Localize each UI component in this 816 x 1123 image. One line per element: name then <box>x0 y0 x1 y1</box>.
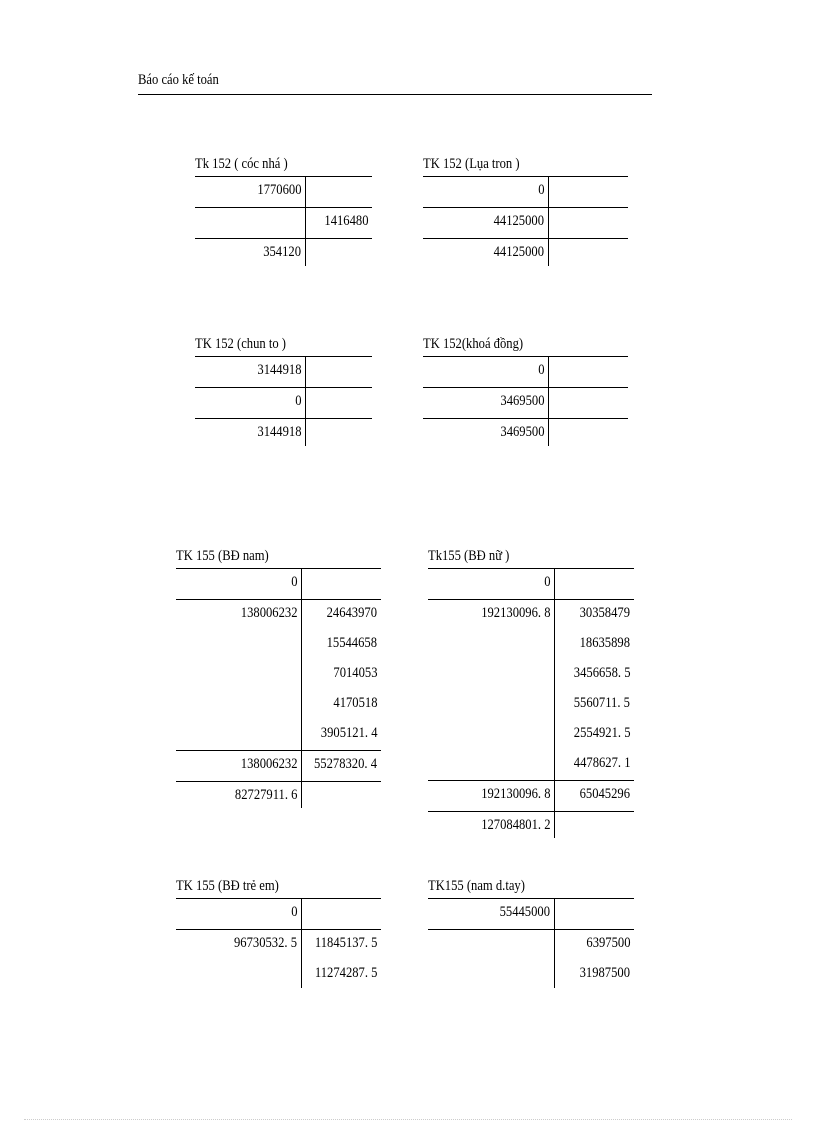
t-account-divider <box>548 356 549 446</box>
ledger-row <box>428 929 634 960</box>
account-ledger <box>423 176 628 269</box>
debit-value: 55445000 <box>499 904 550 920</box>
ledger-row <box>195 418 372 449</box>
ledger-row <box>195 387 372 418</box>
credit-value: 65045296 <box>579 786 630 802</box>
account-title: TK 152(khoá đồng) <box>423 336 524 352</box>
ledger-row <box>176 781 381 812</box>
header-rule <box>138 94 652 95</box>
ledger-row <box>428 568 634 599</box>
ledger-row <box>195 238 372 269</box>
debit-value: 138006232 <box>240 756 297 772</box>
account-title: TK 155 (BĐ nam) <box>176 548 269 564</box>
account-title: TK 152 (Lụa tron ) <box>423 156 520 172</box>
t-account-divider <box>301 568 302 808</box>
ledger-row <box>176 630 381 660</box>
ledger-row <box>428 720 634 750</box>
credit-value: 11845137. 5 <box>314 935 377 951</box>
t-account-divider <box>301 898 302 988</box>
debit-value: 1770600 <box>256 182 301 198</box>
credit-value: 3456658. 5 <box>573 665 630 681</box>
credit-value: 6397500 <box>585 935 630 951</box>
ledger-row <box>423 176 628 207</box>
ledger-row <box>428 660 634 690</box>
account-title: TK155 (nam d.tay) <box>428 878 525 894</box>
ledger-row <box>176 690 381 720</box>
report-header-title: Báo cáo kế toán <box>138 72 219 88</box>
account-ledger <box>195 176 372 269</box>
debit-value: 0 <box>537 182 544 198</box>
debit-value: 192130096. 8 <box>480 605 550 621</box>
ledger-row <box>176 929 381 960</box>
account-ledger <box>428 898 634 990</box>
ledger-row <box>176 599 381 630</box>
account-ledger <box>428 568 634 842</box>
credit-value: 30358479 <box>579 605 630 621</box>
account-ledger <box>176 898 381 990</box>
debit-value: 82727911. 6 <box>234 787 297 803</box>
credit-value: 4170518 <box>332 695 377 711</box>
account-ledger <box>195 356 372 449</box>
ledger-row <box>428 898 634 929</box>
ledger-row <box>428 690 634 720</box>
ledger-row <box>428 630 634 660</box>
account-ledger <box>176 568 381 812</box>
ledger-row <box>176 568 381 599</box>
ledger-row <box>176 660 381 690</box>
debit-value: 192130096. 8 <box>480 786 550 802</box>
debit-value: 3144918 <box>256 362 301 378</box>
ledger-row <box>428 811 634 842</box>
t-account-divider <box>305 176 306 266</box>
debit-value: 0 <box>294 393 301 409</box>
credit-value: 3905121. 4 <box>320 725 377 741</box>
debit-value: 354120 <box>263 244 301 260</box>
debit-value: 0 <box>537 362 544 378</box>
debit-value: 44125000 <box>493 213 544 229</box>
credit-value: 11274287. 5 <box>314 965 377 981</box>
debit-value: 44125000 <box>493 244 544 260</box>
ledger-row <box>423 356 628 387</box>
account-title: Tk155 (BĐ nữ ) <box>428 548 510 564</box>
t-account-divider <box>554 898 555 988</box>
credit-value: 24643970 <box>326 605 377 621</box>
ledger-row <box>423 238 628 269</box>
debit-value: 96730532. 5 <box>234 935 297 951</box>
ledger-row <box>428 960 634 990</box>
ledger-row <box>428 750 634 780</box>
account-ledger <box>423 356 628 449</box>
t-account-divider <box>305 356 306 446</box>
ledger-row <box>423 207 628 238</box>
debit-value: 138006232 <box>240 605 297 621</box>
debit-value: 0 <box>290 904 297 920</box>
ledger-row <box>195 207 372 238</box>
ledger-row <box>176 898 381 929</box>
credit-value: 5560711. 5 <box>573 695 630 711</box>
ledger-row <box>176 750 381 781</box>
credit-value: 55278320. 4 <box>314 756 377 772</box>
page-footer-border <box>24 1119 792 1120</box>
ledger-row <box>176 720 381 750</box>
ledger-row <box>176 960 381 990</box>
debit-value: 127084801. 2 <box>480 817 550 833</box>
credit-value: 7014053 <box>332 665 377 681</box>
ledger-row <box>423 418 628 449</box>
account-title: TK 155 (BĐ trẻ em) <box>176 878 279 894</box>
account-title: TK 152 (chun to ) <box>195 336 286 352</box>
debit-value: 3469500 <box>499 424 544 440</box>
account-title: Tk 152 ( cóc nhá ) <box>195 156 288 172</box>
t-account-divider <box>548 176 549 266</box>
t-account-divider <box>554 568 555 838</box>
debit-value: 0 <box>290 574 297 590</box>
credit-value: 4478627. 1 <box>573 755 630 771</box>
debit-value: 0 <box>543 574 550 590</box>
credit-value: 18635898 <box>579 635 630 651</box>
ledger-row <box>423 387 628 418</box>
ledger-row <box>195 176 372 207</box>
debit-value: 3469500 <box>499 393 544 409</box>
debit-value: 3144918 <box>256 424 301 440</box>
ledger-row <box>195 356 372 387</box>
credit-value: 31987500 <box>579 965 630 981</box>
credit-value: 15544658 <box>326 635 377 651</box>
ledger-row <box>428 780 634 811</box>
credit-value: 1416480 <box>323 213 368 229</box>
credit-value: 2554921. 5 <box>573 725 630 741</box>
ledger-row <box>428 599 634 630</box>
